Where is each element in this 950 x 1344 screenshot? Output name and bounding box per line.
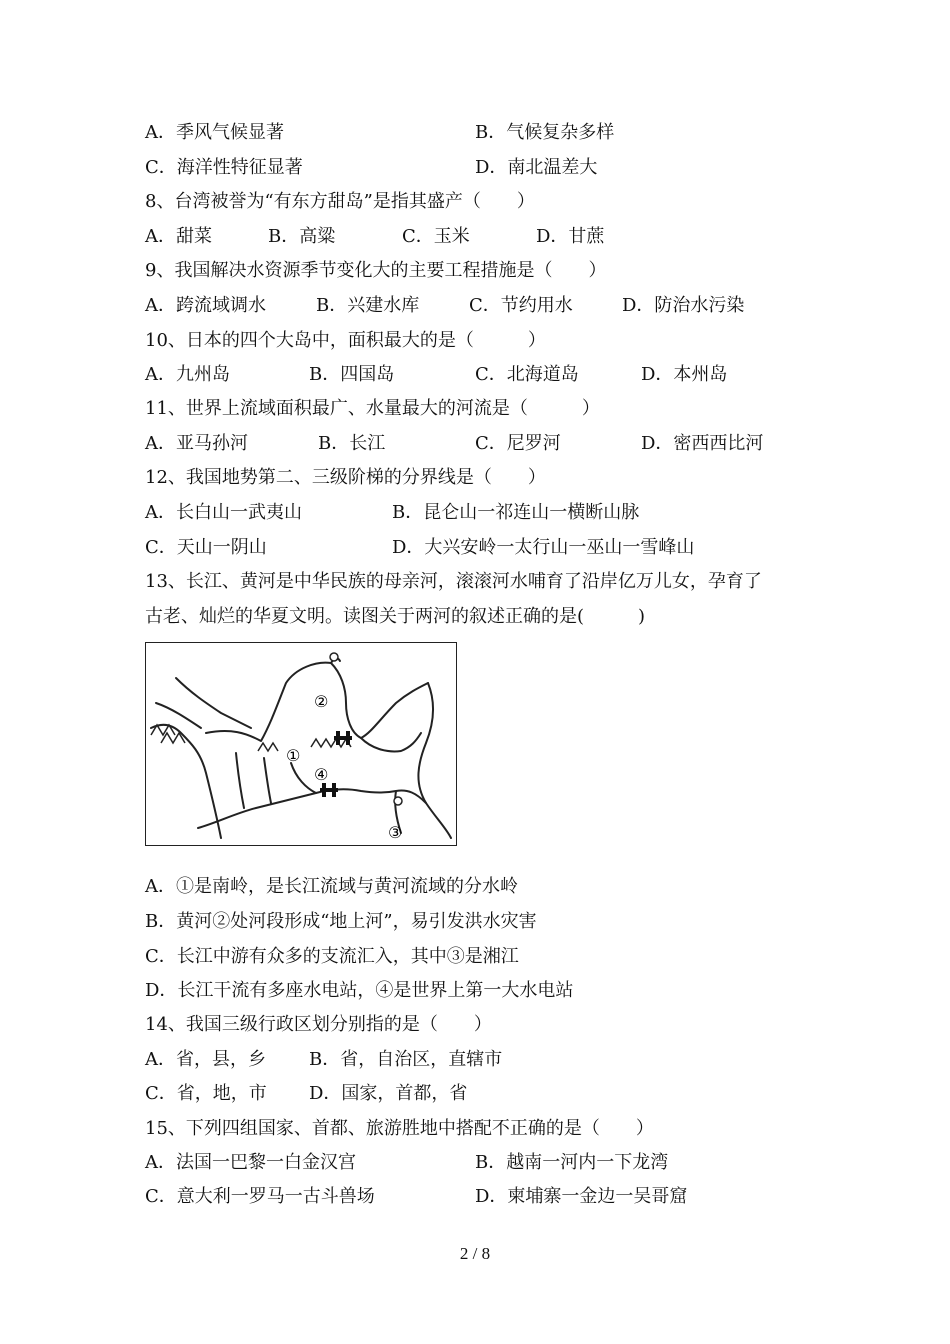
q11-stem: 11、世界上流域面积最广、水量最大的河流是（ ） bbox=[145, 398, 600, 419]
q13-option-b: B．黄河②处河段形成“地上河”，易引发洪水灾害 bbox=[145, 911, 537, 932]
q8-option-d: D．甘蔗 bbox=[536, 226, 605, 247]
q13-stem-line1: 13、长江、黄河是中华民族的母亲河，滚滚河水哺育了沿岸亿万儿女，孕育了 bbox=[145, 571, 762, 592]
q14-stem: 14、我国三级行政区划分别指的是（ ） bbox=[145, 1014, 492, 1035]
q12-stem: 12、我国地势第二、三级阶梯的分界线是（ ） bbox=[145, 467, 546, 488]
q9-option-a: A．跨流域调水 bbox=[145, 295, 266, 316]
q10-option-c: C．北海道岛 bbox=[475, 364, 579, 385]
q15-stem: 15、下列四组国家、首都、旅游胜地中搭配不正确的是（ ） bbox=[145, 1118, 654, 1139]
map-label-4: ④ bbox=[314, 765, 329, 784]
q13-option-c: C．长江中游有众多的支流汇入，其中③是湘江 bbox=[145, 946, 519, 967]
q7-option-c: C．海洋性特征显著 bbox=[145, 157, 303, 178]
q7-option-a: A．季风气候显著 bbox=[145, 122, 284, 143]
q9-option-d: D．防治水污染 bbox=[622, 295, 745, 316]
q11-option-a: A．亚马孙河 bbox=[145, 433, 248, 454]
q15-option-d: D．柬埔寨一金边一吴哥窟 bbox=[475, 1186, 688, 1207]
q7-option-b: B．气候复杂多样 bbox=[475, 122, 615, 143]
q12-option-b: B．昆仑山一祁连山一横断山脉 bbox=[392, 502, 640, 523]
coastline bbox=[418, 683, 451, 838]
q8-stem: 8、台湾被誉为“有东方甜岛”是指其盛产（ ） bbox=[145, 191, 535, 212]
map-label-3: ③ bbox=[388, 823, 403, 842]
q12-option-d: D．大兴安岭一太行山一巫山一雪峰山 bbox=[392, 537, 695, 558]
q11-option-d: D．密西西比河 bbox=[641, 433, 764, 454]
map-label-2: ② bbox=[314, 692, 329, 711]
map-label-1: ① bbox=[286, 746, 301, 765]
q7-option-d: D．南北温差大 bbox=[475, 157, 598, 178]
q15-option-a: A．法国一巴黎一白金汉宫 bbox=[145, 1152, 356, 1173]
q14-option-b: B．省，自治区，直辖市 bbox=[309, 1049, 503, 1070]
q9-option-c: C．节约用水 bbox=[469, 295, 573, 316]
q14-option-a: A．省，县，乡 bbox=[145, 1049, 266, 1070]
q9-option-b: B．兴建水库 bbox=[316, 295, 420, 316]
q8-option-b: B．高粱 bbox=[268, 226, 336, 247]
q14-option-d: D．国家，首都，省 bbox=[309, 1083, 468, 1104]
q10-option-b: B．四国岛 bbox=[309, 364, 395, 385]
river-map-drawing bbox=[146, 643, 455, 844]
q14-option-c: C．省，地，市 bbox=[145, 1083, 267, 1104]
q8-option-a: A．甜菜 bbox=[145, 226, 212, 247]
q15-option-b: B．越南一河内一下龙湾 bbox=[475, 1152, 669, 1173]
q10-option-a: A．九州岛 bbox=[145, 364, 230, 385]
q12-option-c: C．天山一阴山 bbox=[145, 537, 267, 558]
q11-option-b: B．长江 bbox=[318, 433, 386, 454]
q13-option-a: A．①是南岭，是长江流域与黄河流域的分水岭 bbox=[145, 876, 518, 897]
page-number: 2 / 8 bbox=[459, 1244, 491, 1263]
q13-stem-line2: 古老、灿烂的华夏文明。读图关于两河的叙述正确的是( ) bbox=[145, 606, 646, 627]
q10-stem: 10、日本的四个大岛中，面积最大的是（ ） bbox=[145, 330, 546, 351]
q12-option-a: A．长白山一武夷山 bbox=[145, 502, 302, 523]
q8-option-c: C．玉米 bbox=[402, 226, 470, 247]
q10-option-d: D．本州岛 bbox=[641, 364, 728, 385]
q11-option-c: C．尼罗河 bbox=[475, 433, 561, 454]
q15-option-c: C．意大利一罗马一古斗兽场 bbox=[145, 1186, 375, 1207]
river-map bbox=[145, 642, 457, 846]
q13-option-d: D．长江干流有多座水电站，④是世界上第一大水电站 bbox=[145, 980, 574, 1001]
q9-stem: 9、我国解决水资源季节变化大的主要工程措施是（ ） bbox=[145, 260, 607, 281]
